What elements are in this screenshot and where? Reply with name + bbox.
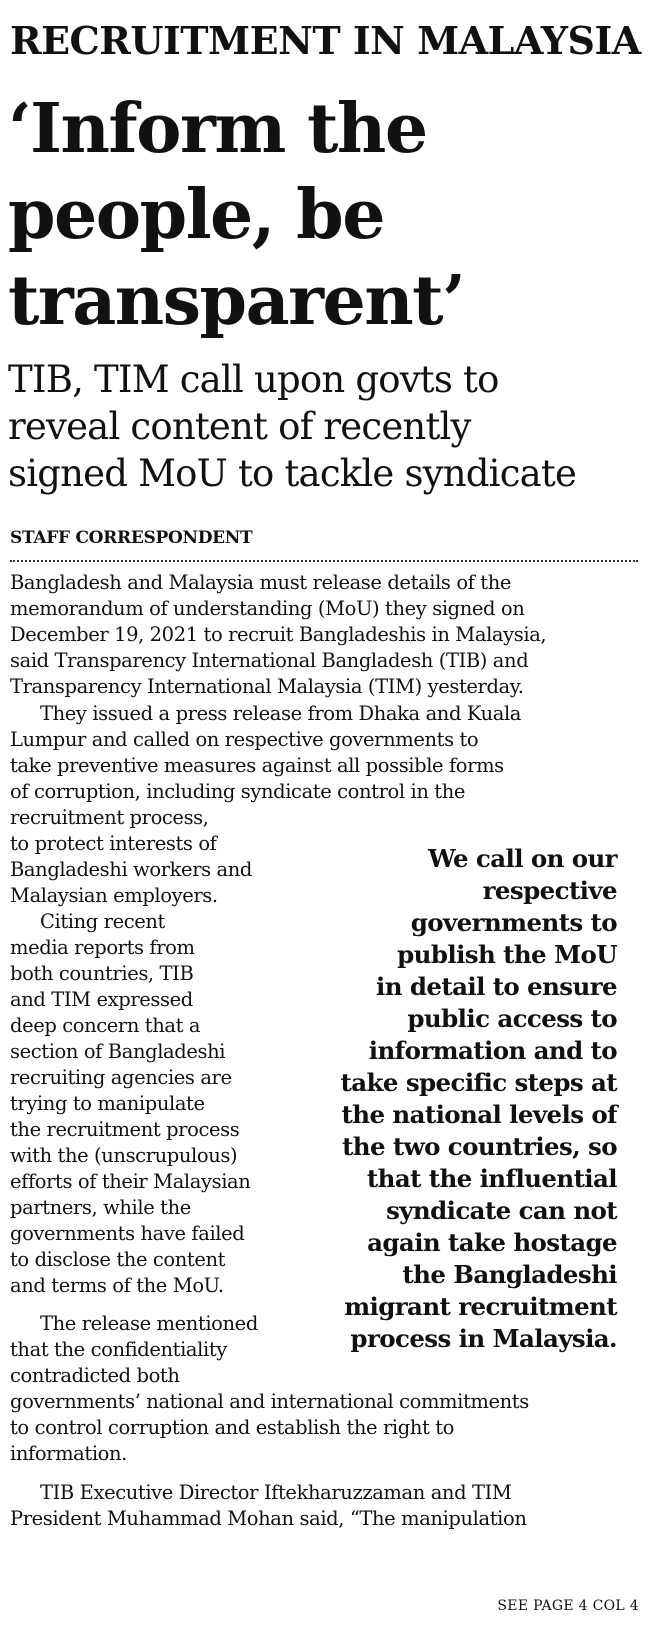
body-line: information. <box>10 1442 127 1465</box>
pull-quote-line: We call on our <box>428 844 617 873</box>
body-line: section of Bangladeshi <box>10 1040 226 1063</box>
body-line: partners, while the <box>10 1196 191 1219</box>
kicker: RECRUITMENT IN MALAYSIA <box>10 18 641 63</box>
body-line <box>10 701 585 727</box>
pull-quote <box>295 843 617 1355</box>
body-line: the recruitment process <box>10 1118 240 1141</box>
body-line-text: Citing recent <box>40 910 165 933</box>
headline <box>8 86 638 344</box>
pull-quote-line: in detail to ensure <box>376 972 617 1001</box>
body-line: Bangladesh and Malaysia must release details of the <box>10 571 512 594</box>
body-paragraph <box>10 909 285 1299</box>
pull-quote-line: the national levels of <box>341 1100 617 1129</box>
body-line: Lumpur and called on respective governments to <box>10 728 479 751</box>
body-line-text: TIB Executive Director Iftekharuzzaman and TIM <box>40 1481 512 1504</box>
body-line: efforts of their Malaysian <box>10 1170 251 1193</box>
byline: STAFF CORRESPONDENT <box>10 528 253 548</box>
headline-line: ‘Inform the <box>8 89 427 169</box>
body-line: and terms of the MoU. <box>10 1274 224 1297</box>
body-line: Malaysian employers. <box>10 884 218 907</box>
body-paragraph <box>10 570 610 700</box>
body-line: of corruption, including syndicate control in the <box>10 780 466 803</box>
body-paragraph-continued <box>10 1389 610 1467</box>
headline-line: people, be <box>8 175 384 255</box>
body-line: trying to manipulate <box>10 1092 205 1115</box>
body-line: governments’ national and international commitments <box>10 1390 529 1413</box>
body-line: memorandum of understanding (MoU) they signed on <box>10 597 525 620</box>
body-line: contradicted both <box>10 1364 180 1387</box>
body-line: Transparency International Malaysia (TIM) yesterday. <box>10 675 524 698</box>
body-line <box>10 909 285 935</box>
body-line: President Muhammad Mohan said, “The manipulation <box>10 1507 527 1530</box>
body-line <box>10 1311 285 1337</box>
pull-quote-line: syndicate can not <box>386 1196 617 1225</box>
deck-line: TIB, TIM call upon govts to <box>8 358 499 401</box>
deck-subheadline <box>8 356 638 497</box>
dotted-divider <box>10 560 638 562</box>
body-line-text: They issued a press release from Dhaka and Kuala <box>40 702 522 725</box>
body-line <box>10 1480 610 1506</box>
pull-quote-line: respective <box>482 876 617 905</box>
deck-line: signed MoU to tackle syndicate <box>8 452 577 495</box>
body-line: governments have failed <box>10 1222 245 1245</box>
pull-quote-line: again take hostage <box>367 1228 617 1257</box>
body-paragraph-continued <box>10 805 285 909</box>
headline-line: transparent’ <box>8 261 465 341</box>
pull-quote-line: publish the MoU <box>397 940 617 969</box>
body-line: media reports from <box>10 936 195 959</box>
body-line: and TIM expressed <box>10 988 193 1011</box>
pull-quote-line: process in Malaysia. <box>350 1324 617 1353</box>
deck-line: reveal content of recently <box>8 405 471 448</box>
pull-quote-line: information and to <box>368 1036 617 1065</box>
continued-jump-line[interactable]: SEE PAGE 4 COL 4 <box>497 1598 639 1614</box>
body-line: to protect interests of <box>10 832 217 855</box>
body-line: to disclose the content <box>10 1248 226 1271</box>
body-line: December 19, 2021 to recruit Bangladeshis in Malaysia, <box>10 623 547 646</box>
body-paragraph <box>10 1480 610 1532</box>
body-line: Bangladeshi workers and <box>10 858 252 881</box>
body-line: both countries, TIB <box>10 962 194 985</box>
pull-quote-line: public access to <box>407 1004 617 1033</box>
body-line: deep concern that a <box>10 1014 201 1037</box>
pull-quote-line: that the influential <box>366 1164 617 1193</box>
body-line: said Transparency International Bangladesh (TIB) and <box>10 649 529 672</box>
pull-quote-line: the Bangladeshi <box>402 1260 617 1289</box>
pull-quote-line: take specific steps at <box>340 1068 617 1097</box>
body-line: take preventive measures against all possible forms <box>10 754 504 777</box>
pull-quote-line: governments to <box>410 908 617 937</box>
pull-quote-line: migrant recruitment <box>344 1292 617 1321</box>
body-paragraph <box>10 1311 285 1389</box>
pull-quote-line: the two countries, so <box>342 1132 617 1161</box>
body-line: recruiting agencies are <box>10 1066 232 1089</box>
body-line-text: The release mentioned <box>40 1312 258 1335</box>
body-line: that the confidentiality <box>10 1338 227 1361</box>
body-line: with the (unscrupulous) <box>10 1144 238 1167</box>
body-line: to control corruption and establish the right to <box>10 1416 454 1439</box>
body-paragraph <box>10 701 585 805</box>
body-line: recruitment process, <box>10 806 209 829</box>
